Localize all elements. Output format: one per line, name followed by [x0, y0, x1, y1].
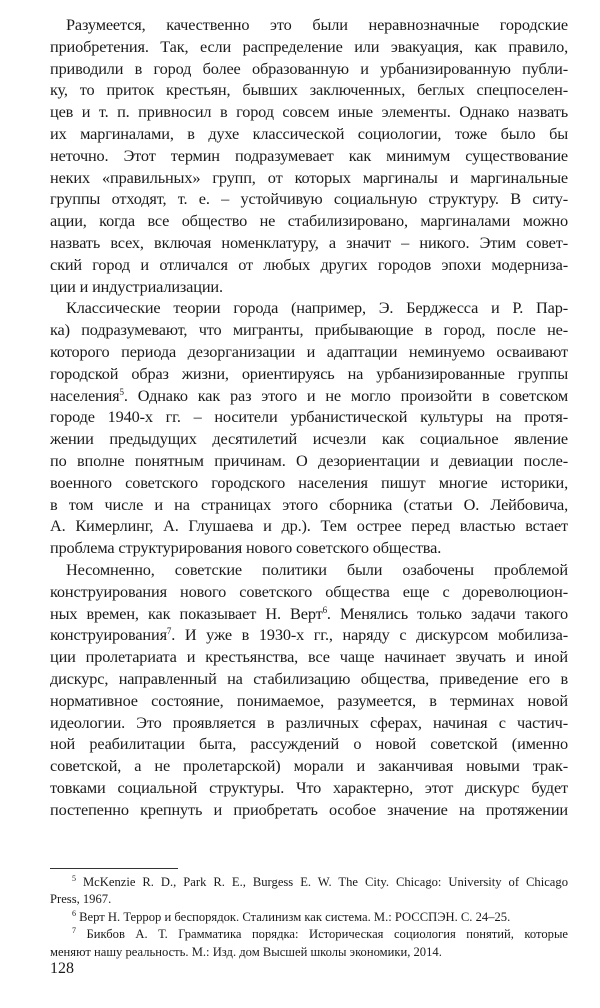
- text-line: [50, 385, 568, 407]
- text-line: конструирования нового советского общества еще с дореволюцион-: [50, 581, 568, 601]
- paragraph-3: [50, 559, 568, 821]
- footnotes: [50, 874, 568, 961]
- text-line: городской образ жизни, ориентируясь на урбанизированные группы: [50, 363, 568, 383]
- text-line: жении предыдущих десятилетий исчезли как социальное явление: [50, 429, 568, 449]
- text-segment: . Однако как раз этого и не могло произойти в советском: [123, 385, 568, 405]
- text-line: ции и индустриализации.: [50, 276, 223, 296]
- text-line: дискурс, направленный на стабилизацию общества, приведение его в: [50, 668, 568, 688]
- footnote-ref-6[interactable]: 6: [322, 604, 327, 615]
- text-line: цев и т. п. привносил в город совсем иные элементы. Однако назвать: [50, 102, 568, 122]
- text-line: Классические теории города (например, Э. Берджесса и Р. Пар-: [66, 298, 568, 318]
- text-line: группы отходят, т. е. – устойчивую социальную структуру. В ситу-: [50, 189, 568, 209]
- footnote-text: Верт Н. Террор и беспорядок. Сталинизм как система. М.: РОССПЭН. С. 24–25.: [79, 909, 511, 924]
- text-line: неких «правильных» групп, от которых маргиналы и маргинальные: [50, 167, 568, 187]
- text-line: приводили в город более образованную и урбанизированную публи-: [50, 58, 568, 78]
- text-segment: . И уже в 1930-х гг., наряду с дискурсом мобилиза-: [171, 625, 568, 645]
- text-line: городе 1940-х гг. – носители урбанистической культуры на протя-: [50, 407, 568, 427]
- text-line: приобретения. Так, если распределение или эвакуация, как правило,: [50, 36, 568, 56]
- text-line: ка) подразумевают, что мигранты, прибывающие в город, после не-: [50, 320, 568, 340]
- page-number: 128: [50, 960, 74, 977]
- text-segment: ных времен, как показывает Н. Верт: [50, 603, 323, 623]
- text-line: военного советского городского населения пишут многие историки,: [50, 472, 568, 492]
- footnote-ref-7[interactable]: 7: [166, 626, 172, 637]
- text-segment: населения: [50, 385, 120, 405]
- text-line: постепенно крепнуть и приобретать особое значение на протяжении: [50, 799, 568, 819]
- footnote-7-continuation: меняют нашу реальность. М.: Изд. дом Высшей школы экономики, 2014.: [50, 944, 442, 959]
- text-line: идеологии. Это проявляется в различных сферах, начиная с частич-: [50, 712, 568, 732]
- paragraph-2: [50, 297, 568, 559]
- footnote-number: 5: [72, 874, 76, 883]
- footnote-number: 6: [72, 908, 76, 918]
- text-line: назвать всех, включая номенклатуру, а значит – никого. Этим совет-: [50, 232, 568, 252]
- footnote-separator: [50, 868, 178, 869]
- text-line: которого периода дезорганизации и адаптации неминуемо осваивают: [50, 341, 568, 361]
- footnote-5-continuation: Press, 1967.: [50, 892, 112, 907]
- text-line: ной реабилитации быта, рассуждений о новой советской (именно: [50, 734, 568, 754]
- text-line: их маргиналами, в духе классической социологии, тоже было бы: [50, 123, 568, 143]
- text-line: нормативное состояние, понимаемое, разумеется, в терминах новой: [50, 690, 568, 710]
- text-segment: . Менялись только задачи такого: [326, 603, 568, 623]
- text-segment: конструирования: [50, 625, 167, 645]
- paragraph-1: [50, 14, 568, 297]
- text-line: по вполне понятным причинам. О дезориентации и девиации после-: [50, 450, 568, 470]
- text-line: советской, а не пролетарской) морали и заканчивая новыми трак-: [50, 756, 568, 776]
- text-line: Несомненно, советские политики были озабочены проблемой: [66, 559, 568, 579]
- footnote-number: 7: [72, 926, 76, 936]
- text-line: Разумеется, качественно это были неравнозначные городские: [66, 15, 568, 34]
- text-line: в том числе и на страницах этого сборника (статьи О. Лейбовича,: [50, 494, 568, 514]
- text-line: проблема структурирования нового советского общества.: [50, 538, 442, 558]
- footnote-ref-5[interactable]: 5: [119, 386, 124, 397]
- footnote-7: [50, 926, 568, 943]
- text-line: ский город и отличался от любых других городов эпохи модерниза-: [50, 254, 568, 274]
- footnote-text: Бикбов А. Т. Грамматика порядка: Историческая социология понятий, которые: [86, 927, 568, 942]
- text-line: неточно. Этот термин подразумевает как минимум существование: [50, 145, 568, 165]
- text-line: ции пролетариата и крестьянства, все чаще начинает звучать и иной: [50, 647, 568, 667]
- footnote-text: McKenzie R. D., Park R. E., Burgess E. W. The City. Chicago: University of Chicago: [82, 875, 568, 889]
- body-text: [50, 14, 568, 820]
- footnote-6: [50, 909, 568, 926]
- text-line: товками социальной структуры. Что характерно, этот дискурс будет: [50, 777, 568, 797]
- footnote-5: [50, 874, 568, 891]
- text-line: ку, то приток крестьян, бывших заключенных, беглых спецпоселен-: [50, 80, 568, 100]
- text-line: [50, 603, 568, 625]
- text-line: ации, когда все общество не стабилизировано, маргиналами можно: [50, 211, 568, 231]
- text-line: [50, 624, 568, 646]
- text-line: А. Кимерлинг, А. Глушаева и др.). Тем острее перед властью встает: [50, 516, 568, 536]
